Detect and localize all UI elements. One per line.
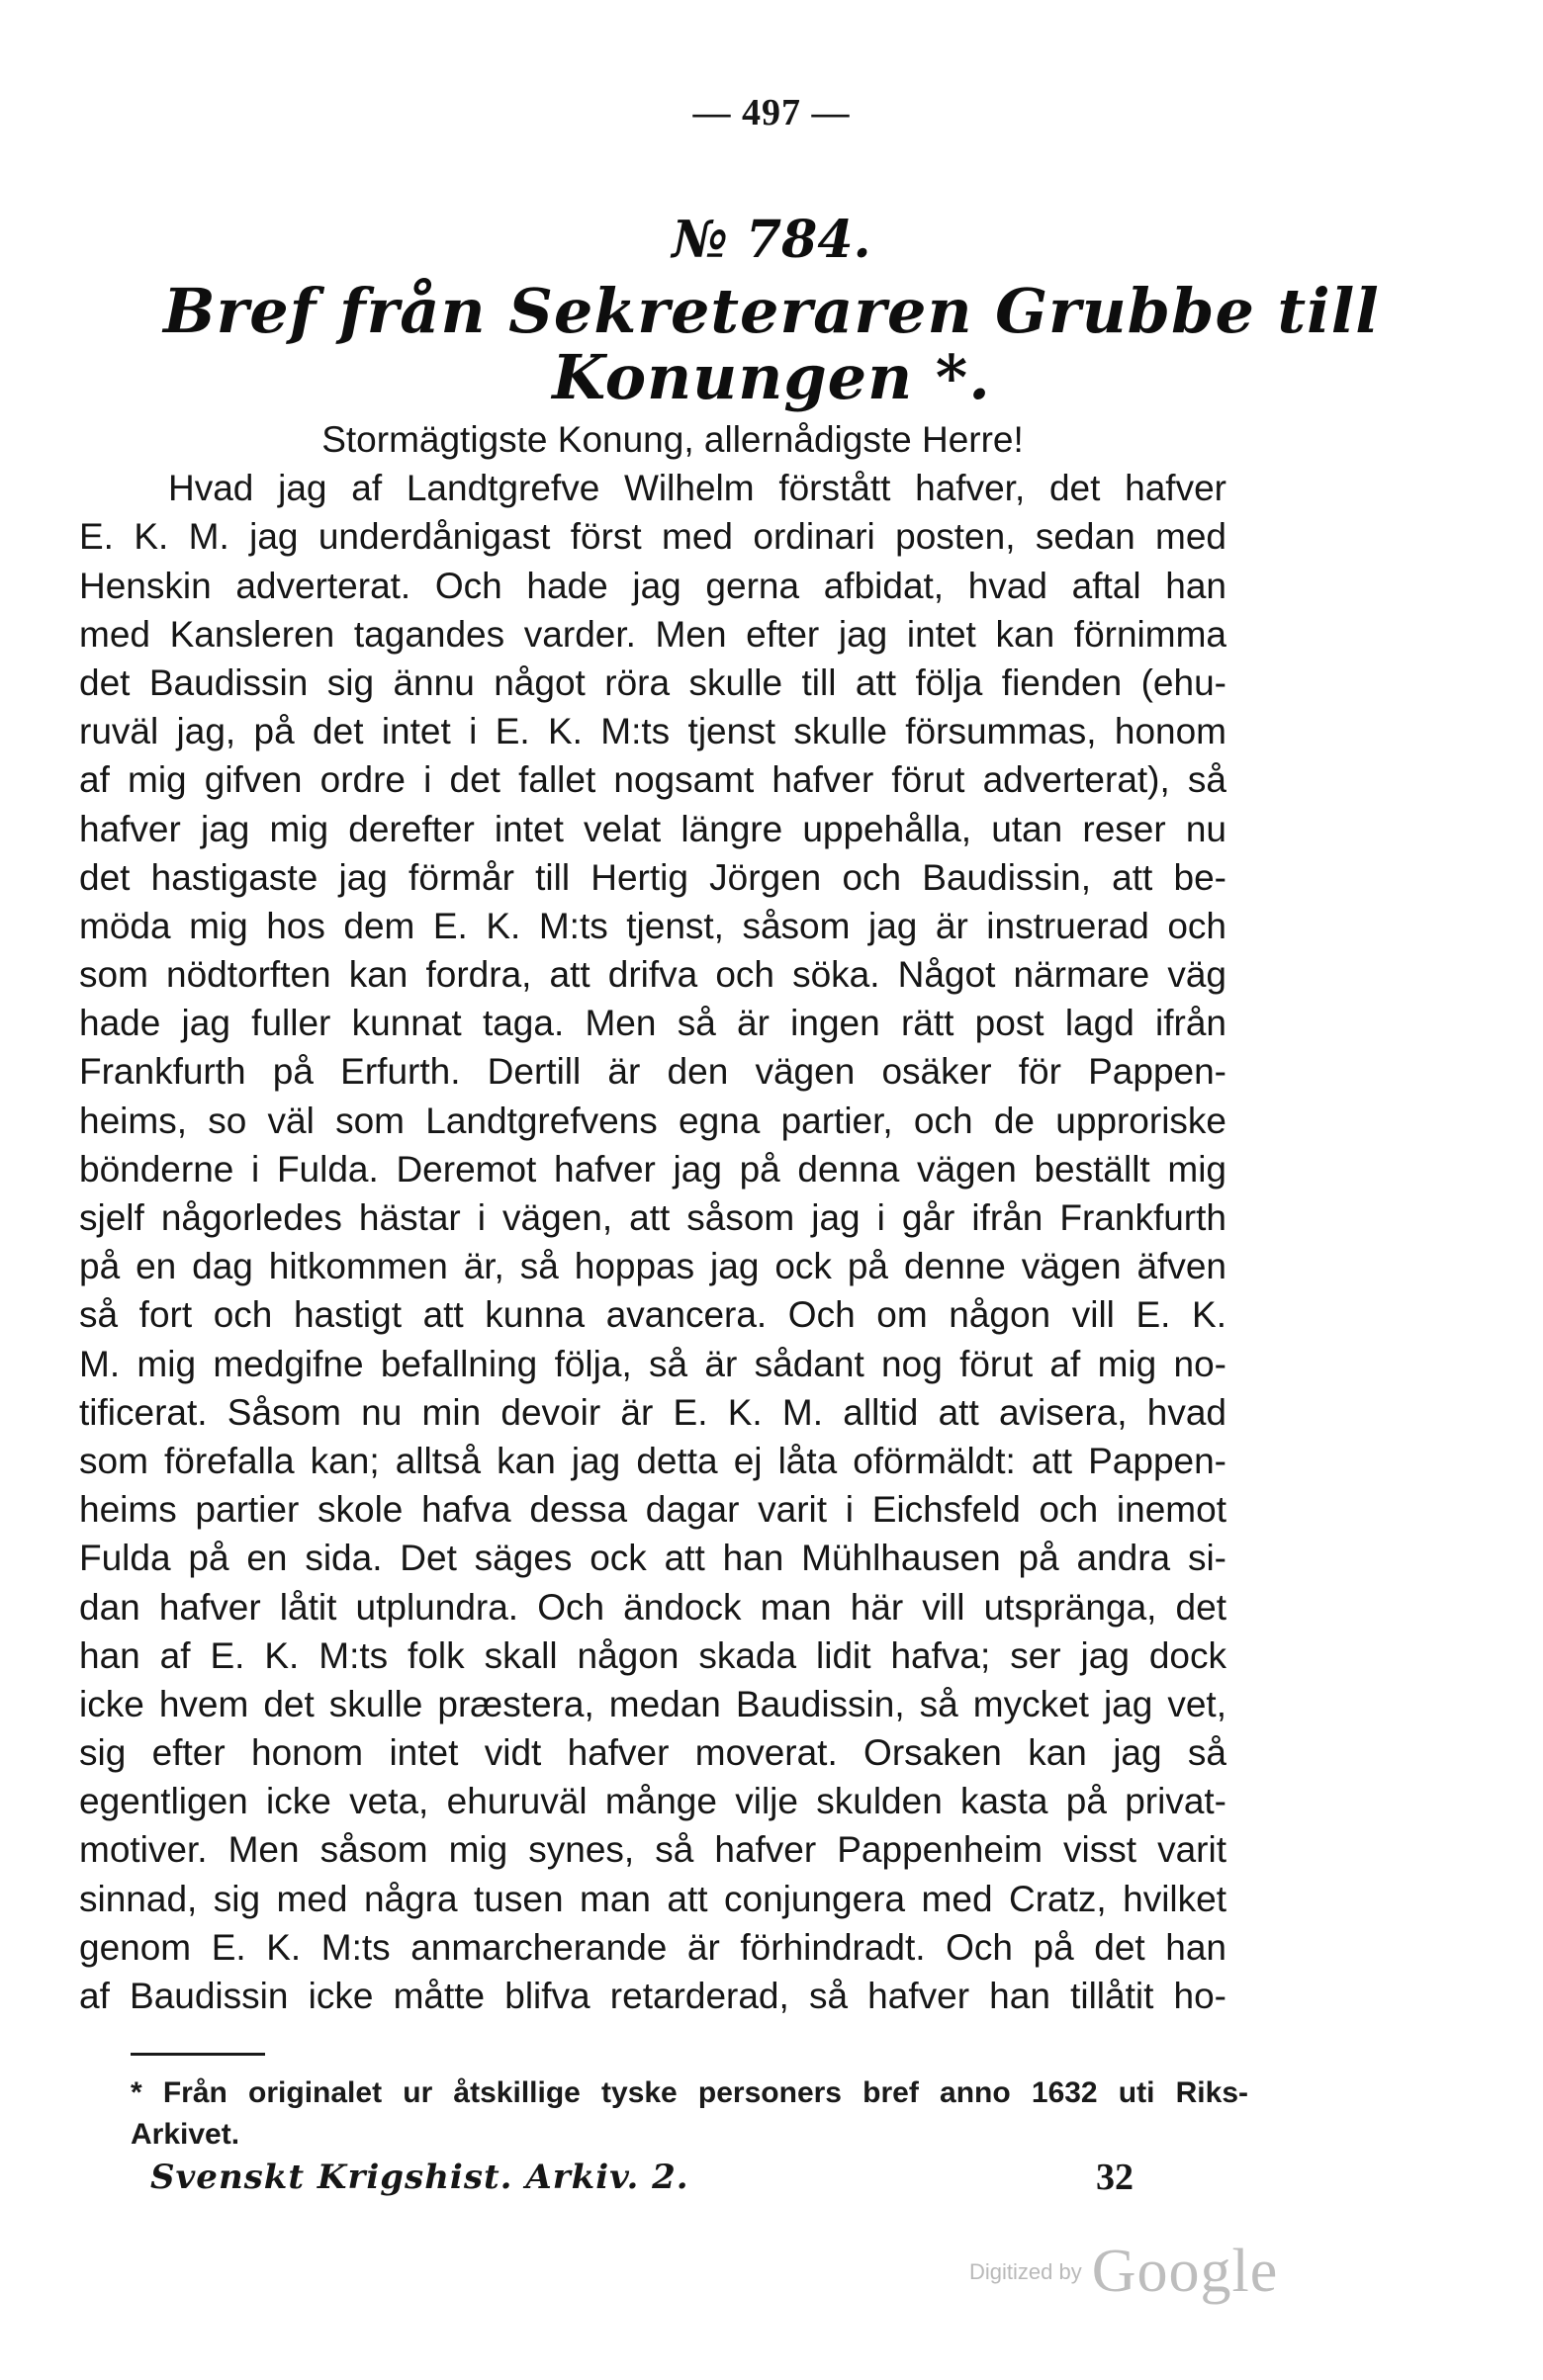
sheet-signature: Svenskt Krigshist. Arkiv. 2. (150, 2158, 689, 2197)
body-line: Fulda på en sida. Det säges ock att han Mühlhausen på andra si- (79, 1538, 1226, 1579)
body-line: som förefalla kan; alltså kan jag detta ej låta oförmäldt: att Pappen- (79, 1440, 1226, 1481)
body-line: heims, so väl som Landtgrefvens egna partier, och de upproriske (79, 1100, 1226, 1141)
footnote-line: * Från originalet ur åtskillige tyske personers bref anno 1632 uti Riks- (131, 2076, 1248, 2109)
sheet-number: 32 (1096, 2157, 1134, 2198)
document-number: № 784. (672, 210, 871, 270)
watermark-caption: Digitized by (969, 2258, 1082, 2284)
document-title-line-2: Konungen *. (552, 341, 991, 413)
body-line: af mig gifven ordre i det fallet nogsamt hafver förut adverterat), så (79, 759, 1226, 801)
body-line: så fort och hastigt att kunna avancera. Och om någon vill E. K. (79, 1294, 1226, 1336)
body-line: Frankfurth på Erfurth. Dertill är den vägen osäker för Pappen- (79, 1051, 1226, 1093)
body-line: sig efter honom intet vidt hafver moverat. Orsaken kan jag så (79, 1732, 1226, 1774)
body-line: med Kansleren tagandes varder. Men efter jag intet kan förnimma (79, 613, 1226, 655)
body-line: egentligen icke veta, ehuruväl månge vilje skulden kasta på privat- (79, 1781, 1226, 1822)
body-line: heims partier skole hafva dessa dagar varit i Eichsfeld och inemot (79, 1489, 1226, 1531)
body-line: möda mig hos dem E. K. M:ts tjenst, såsom jag är instruerad och (79, 905, 1226, 946)
footnote (131, 2072, 1248, 2156)
body-line: på en dag hitkommen är, så hoppas jag ock på denne vägen äfven (79, 1246, 1226, 1287)
body-line: hade jag fuller kunnat taga. Men så är ingen rätt post lagd ifrån (79, 1003, 1226, 1044)
body-line: icke hvem det skulle præstera, medan Baudissin, så mycket jag vet, (79, 1683, 1226, 1724)
page-number: — 497 — (692, 92, 851, 133)
footnote-line: Arkivet. (131, 2118, 240, 2151)
body-line: ruväl jag, på det intet i E. K. M:ts tjenst skulle försummas, honom (79, 711, 1226, 752)
google-logo: Google (1091, 2238, 1279, 2305)
body-line: af Baudissin icke måtte blifva retarderad, så hafver han tillåtit ho- (79, 1976, 1226, 2016)
body-line: M. mig medgifne befallning följa, så är sådant nog förut af mig no- (79, 1343, 1226, 1384)
body-line: sinnad, sig med några tusen man att conjungera med Cratz, hvilket (79, 1878, 1226, 1919)
digitization-watermark (969, 2237, 1278, 2307)
body-line: det hastigaste jag förmår till Hertig Jörgen och Baudissin, att be- (79, 856, 1226, 898)
document-title-line-1: Bref från Sekreteraren Grubbe till (163, 275, 1380, 347)
body-line: motiver. Men såsom mig synes, så hafver Pappenheim visst varit (79, 1829, 1226, 1871)
salutation: Stormägtigste Konung, allernådigste Herre! (321, 419, 1024, 460)
body-line: som nödtorften kan fordra, att drifva och söka. Något närmare väg (79, 954, 1226, 996)
body-line: dan hafver låtit utplundra. Och ändock man här vill utspränga, det (79, 1586, 1226, 1628)
body-line: genom E. K. M:ts anmarcherande är förhindradt. Och på det han (79, 1926, 1226, 1968)
body-line: sjelf någorledes hästar i vägen, att såsom jag i går ifrån Frankfurth (79, 1197, 1226, 1238)
body-line: tificerat. Såsom nu min devoir är E. K. M. alltid att avisera, hvad (79, 1391, 1226, 1433)
body-line: det Baudissin sig ännu något röra skulle till att följa fienden (ehu- (79, 661, 1226, 703)
body-line: Hvad jag af Landtgrefve Wilhelm förstått hafver, det hafver (168, 468, 1226, 509)
body-line: hafver jag mig derefter intet velat längre uppehålla, utan reser nu (79, 808, 1226, 849)
body-line: han af E. K. M:ts folk skall någon skada lidit hafva; ser jag dock (79, 1634, 1226, 1676)
letter-body (79, 415, 1226, 2020)
body-line: Henskin adverterat. Och hade jag gerna afbidat, hvad aftal han (79, 565, 1226, 606)
footnote-divider (131, 2053, 265, 2056)
body-line: E. K. M. jag underdånigast först med ordinari posten, sedan med (79, 516, 1226, 558)
body-line: bönderne i Fulda. Deremot hafver jag på denna vägen beställt mig (79, 1148, 1226, 1190)
